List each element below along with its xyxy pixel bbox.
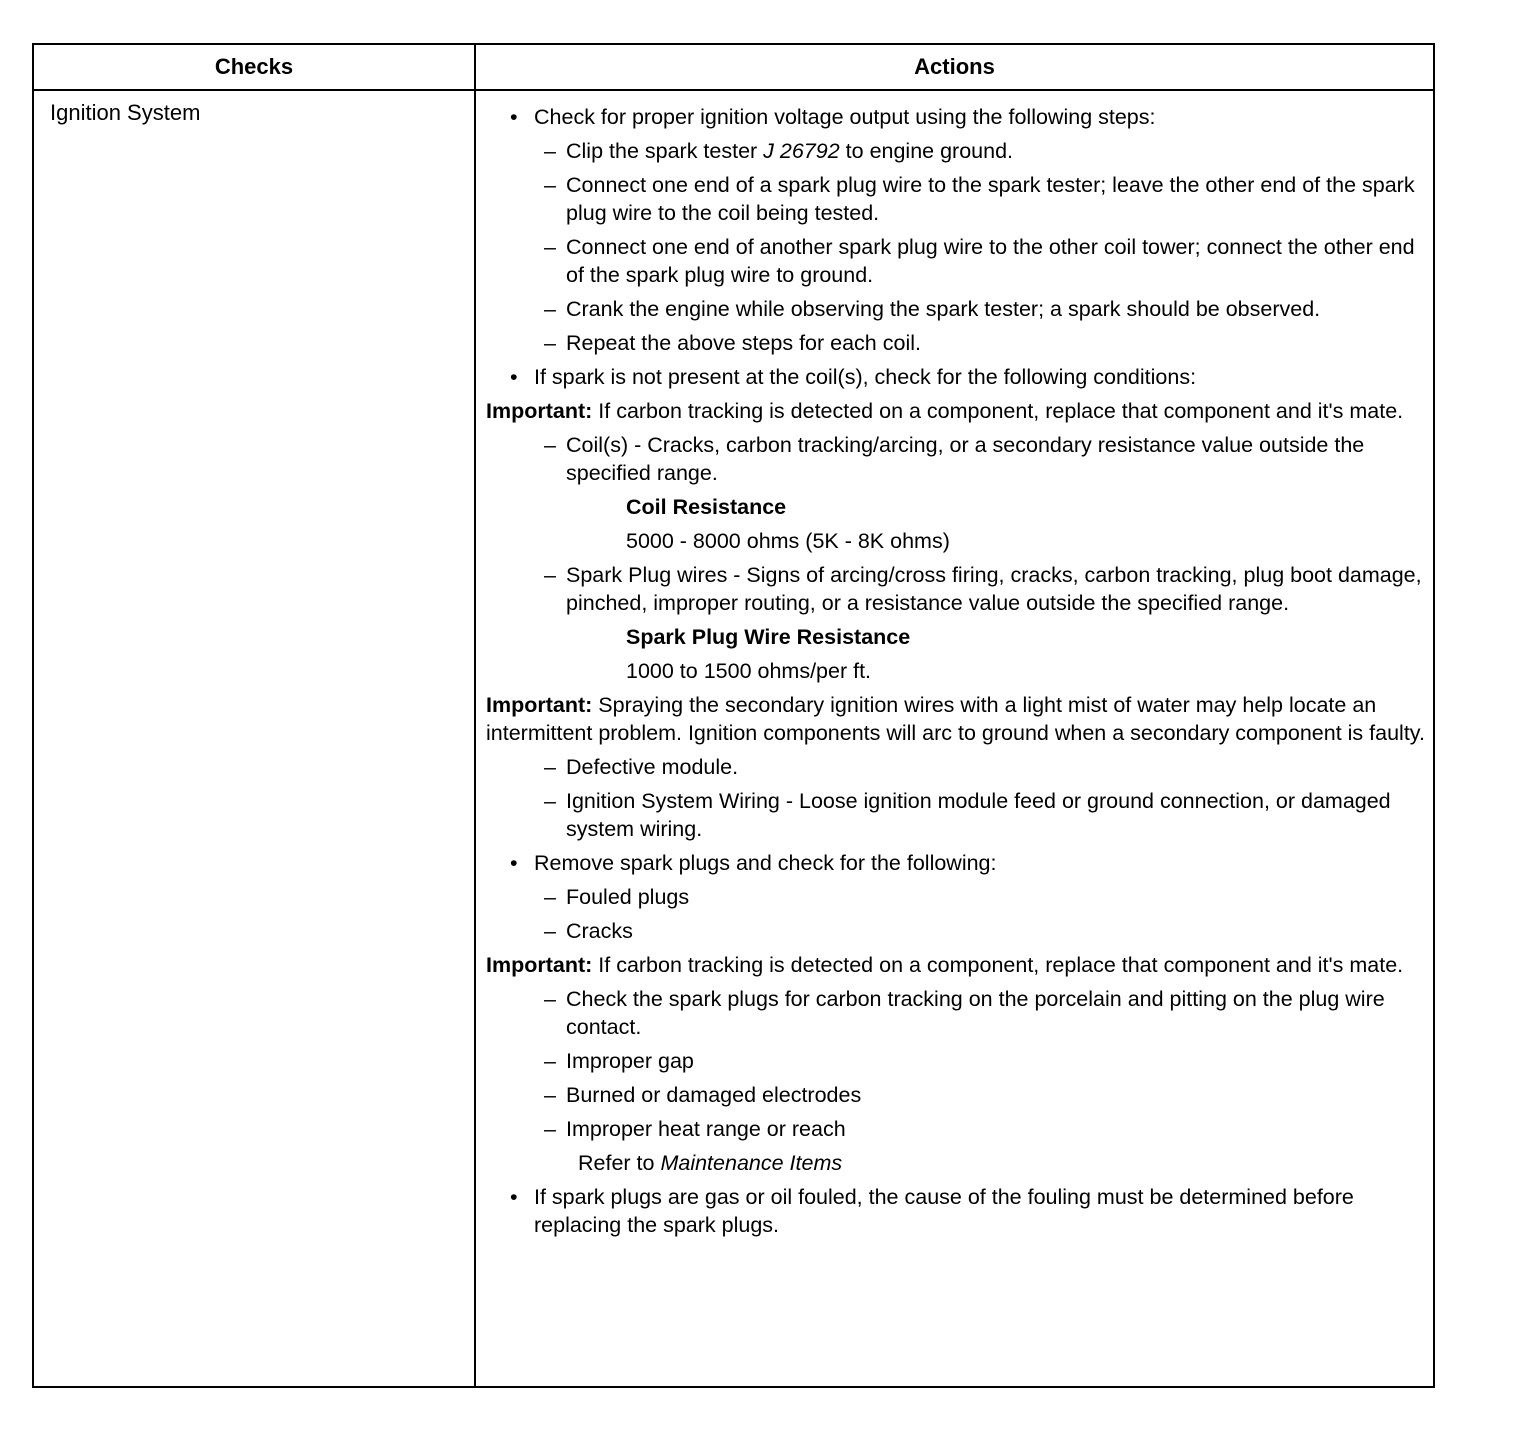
actions-cell [486, 103, 1426, 1245]
dash-marker: – [544, 173, 556, 197]
spec-value: 1000 to 1500 ohms/per ft. [626, 659, 872, 683]
dash-marker: – [544, 297, 556, 321]
action-text: Crank the engine while observing the spark tester; a spark should be observed. [566, 297, 1321, 321]
action-dash [486, 137, 1426, 165]
action-bullet [486, 103, 1426, 131]
action-text: Repeat the above steps for each coil. [566, 331, 921, 355]
action-text: Check the spark plugs for carbon tracking on the porcelain and pitting on the plug wire contact. [566, 987, 1385, 1039]
reference-line [486, 1149, 1426, 1177]
action-bullet [486, 1183, 1426, 1239]
action-text: Fouled plugs [566, 885, 690, 909]
action-dash [486, 1115, 1426, 1143]
action-text: Improper gap [566, 1049, 694, 1073]
action-text: Cracks [566, 919, 633, 943]
action-text: Clip the spark tester [566, 139, 764, 163]
action-dash [486, 171, 1426, 227]
spec-value: 5000 - 8000 ohms (5K - 8K ohms) [626, 529, 950, 553]
bullet-marker: • [510, 1185, 518, 1209]
action-text: to engine ground. [839, 139, 1014, 163]
dash-marker: – [544, 235, 556, 259]
diagnosis-table [32, 43, 1435, 1388]
action-dash [486, 1081, 1426, 1109]
dash-marker: – [544, 331, 556, 355]
action-text: Connect one end of another spark plug wire to the other coil tower; connect the other end of the spark plug wire to ground. [566, 235, 1415, 287]
action-bullet [486, 849, 1426, 877]
action-text: If spark is not present at the coil(s), check for the following conditions: [534, 365, 1197, 389]
column-divider [474, 45, 476, 1386]
dash-marker: – [544, 1117, 556, 1141]
dash-marker: – [544, 987, 556, 1011]
dash-marker: – [544, 885, 556, 909]
reference-text: Refer to [578, 1151, 661, 1175]
action-text: If spark plugs are gas or oil fouled, the cause of the fouling must be determined before replacing the spark plugs. [534, 1185, 1354, 1237]
action-text: Remove spark plugs and check for the following: [534, 851, 997, 875]
action-dash [486, 787, 1426, 843]
dash-marker: – [544, 1049, 556, 1073]
action-dash [486, 561, 1426, 617]
spec-heading: Spark Plug Wire Resistance [626, 625, 911, 649]
important-label: Important: [486, 693, 593, 717]
action-text: Improper heat range or reach [566, 1117, 846, 1141]
action-text: Coil(s) - Cracks, carbon tracking/arcing, or a secondary resistance value outside the specified range. [566, 433, 1365, 485]
dash-marker: – [544, 789, 556, 813]
important-note [486, 691, 1426, 747]
action-dash [486, 431, 1426, 487]
action-dash [486, 883, 1426, 911]
important-note [486, 951, 1426, 979]
important-note [486, 397, 1426, 425]
important-label: Important: [486, 953, 593, 977]
dash-marker: – [544, 433, 556, 457]
action-bullet [486, 363, 1426, 391]
dash-marker: – [544, 755, 556, 779]
bullet-marker: • [510, 365, 518, 389]
header-divider [34, 89, 1433, 91]
bullet-marker: • [510, 105, 518, 129]
action-dash [486, 917, 1426, 945]
bullet-marker: • [510, 851, 518, 875]
action-text: Connect one end of a spark plug wire to the spark tester; leave the other end of the spark plug wire to the coil being tested. [566, 173, 1415, 225]
important-text: Spraying the secondary ignition wires with a light mist of water may help locate an intermittent problem. Ignition components will arc to ground when a secondary component is faulty. [486, 693, 1425, 745]
important-label: Important: [486, 399, 593, 423]
action-dash [486, 985, 1426, 1041]
important-text: If carbon tracking is detected on a component, replace that component and it's mate. [592, 399, 1404, 423]
dash-marker: – [544, 563, 556, 587]
action-text: Ignition System Wiring - Loose ignition module feed or ground connection, or damaged system wiring. [566, 789, 1391, 841]
header-actions: Actions [914, 54, 995, 79]
spec-heading: Coil Resistance [626, 495, 787, 519]
action-dash [486, 329, 1426, 357]
action-text: Burned or damaged electrodes [566, 1083, 862, 1107]
action-text: Spark Plug wires - Signs of arcing/cross firing, cracks, carbon tracking, plug boot damage, pinched, improper routing, or a resistance value outside the specified range. [566, 563, 1422, 615]
dash-marker: – [544, 1083, 556, 1107]
tool-number: J 26792 [763, 139, 840, 163]
reference-link: Maintenance Items [660, 1151, 843, 1175]
action-dash [486, 233, 1426, 289]
dash-marker: – [544, 139, 556, 163]
action-dash [486, 295, 1426, 323]
check-cell: Ignition System [50, 100, 201, 125]
header-checks: Checks [214, 54, 294, 79]
action-text: Defective module. [566, 755, 739, 779]
important-text: If carbon tracking is detected on a component, replace that component and it's mate. [592, 953, 1404, 977]
action-dash [486, 1047, 1426, 1075]
action-text: Check for proper ignition voltage output using the following steps: [534, 105, 1156, 129]
dash-marker: – [544, 919, 556, 943]
action-dash [486, 753, 1426, 781]
